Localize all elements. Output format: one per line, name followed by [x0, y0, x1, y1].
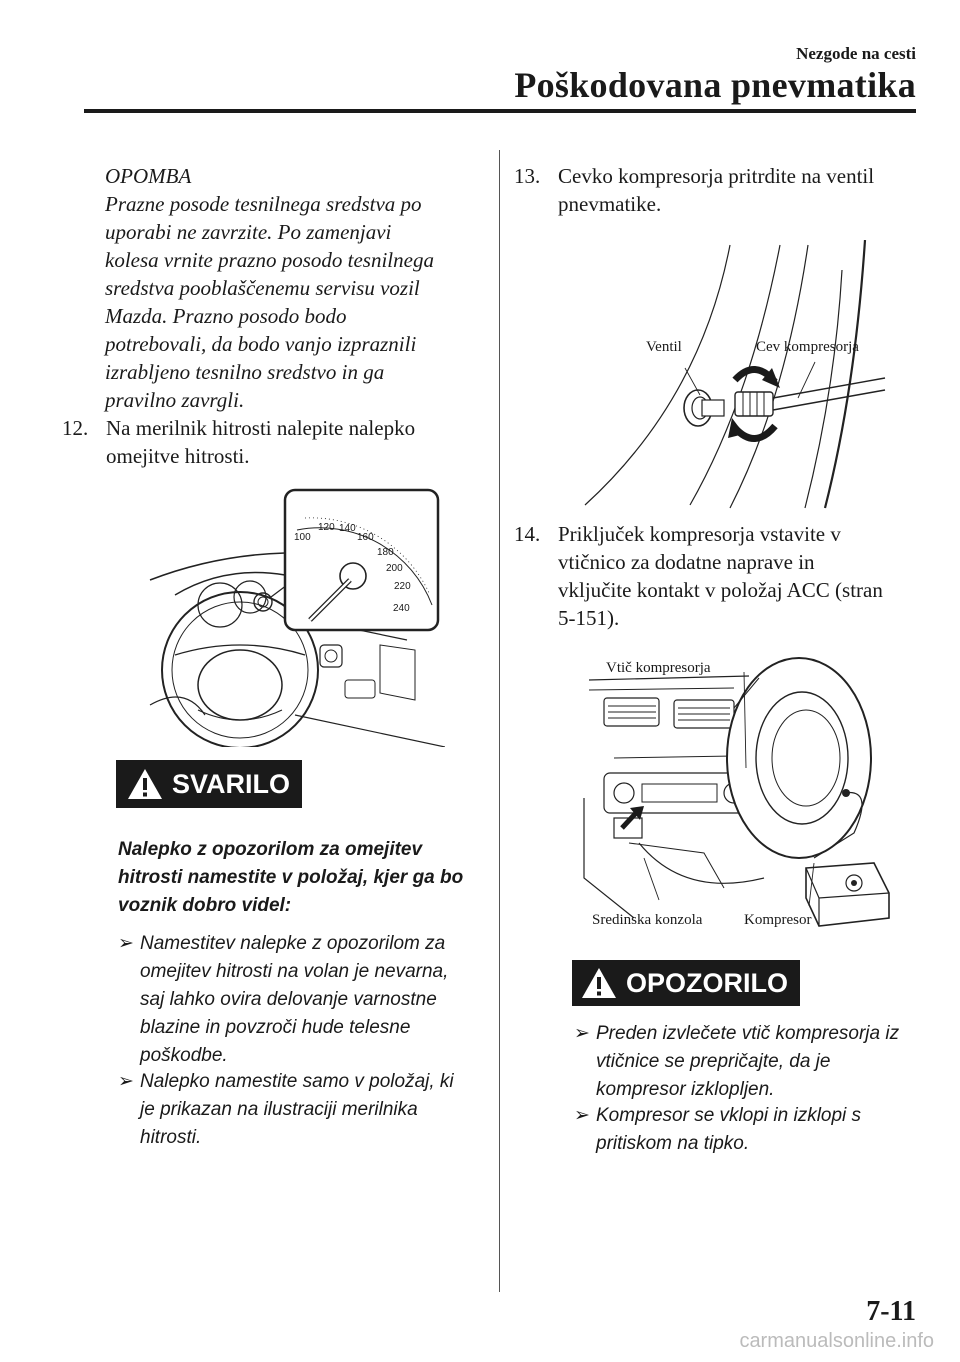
note-line: sredstva pooblaščenemu servisu vozil	[105, 276, 420, 300]
step-line: omejitve hitrosti.	[106, 444, 250, 468]
speedo-tick: 240	[393, 603, 410, 614]
bullet-line: poškodbe.	[140, 1045, 228, 1066]
watermark: carmanualsonline.info	[739, 1330, 934, 1352]
note-line: Mazda. Prazno posodo bodo	[105, 304, 347, 328]
header-rule	[84, 109, 916, 113]
warning-label: SVARILO	[172, 768, 291, 799]
step-line: 5-151).	[558, 606, 620, 630]
warning2-bullet-2	[574, 1102, 924, 1158]
bullet-line: vtičnice se prepričajte, da je	[596, 1051, 831, 1072]
step-12	[62, 414, 482, 470]
speedometer-illustration	[145, 485, 445, 747]
bullet-arrow-icon: ➢	[118, 933, 134, 954]
step-14	[514, 520, 934, 632]
bullet-line: Preden izvlečete vtič kompresorja iz	[596, 1023, 900, 1044]
bullet-arrow-icon: ➢	[118, 1071, 134, 1092]
label-plug: Vtič kompresorja	[606, 660, 711, 676]
valve-illustration	[580, 240, 900, 512]
note-line: Prazne posode tesnilnega sredstva po	[105, 192, 422, 216]
note-title: OPOMBA	[105, 164, 192, 188]
step-number: 13.	[514, 164, 541, 188]
step-line: vključite kontakt v položaj ACC (stran	[558, 578, 883, 602]
step-number: 12.	[62, 416, 89, 440]
bullet-line: Nalepko namestite samo v položaj, ki	[140, 1071, 454, 1092]
step-line: vtičnico za dodatne naprave in	[558, 550, 815, 574]
step-number: 14.	[514, 522, 541, 546]
bullet-line: omejitev hitrosti na volan je nevarna,	[140, 961, 449, 982]
bullet-line: pritiskom na tipko.	[596, 1133, 750, 1154]
step-13	[514, 162, 934, 218]
note-line: potrebovali, da bodo vanjo izpraznili	[105, 332, 417, 356]
warning-intro	[118, 836, 488, 920]
bullet-line: Kompresor se vklopi in izklopi s	[596, 1105, 862, 1126]
column-divider	[499, 150, 500, 1292]
warning-intro-line: Nalepko z opozorilom za omejitev	[118, 839, 423, 860]
section-title: Nezgode na cesti	[796, 44, 916, 63]
speedo-tick: 160	[357, 532, 374, 543]
step-line: pnevmatike.	[558, 192, 662, 216]
speedo-tick: 200	[386, 563, 403, 574]
warning-triangle-icon	[580, 966, 618, 1000]
warning2-bullet-1	[574, 1020, 924, 1104]
note-line: kolesa vrnite prazno posodo tesnilnega	[105, 248, 434, 272]
bullet-line: saj lahko ovira delovanje varnostne	[140, 989, 437, 1010]
warning-intro-line: hitrosti namestite v položaj, kjer ga bo	[118, 867, 464, 888]
label-valve: Ventil	[646, 339, 682, 355]
speedo-tick: 220	[394, 581, 411, 592]
warning-badge-opozorilo	[572, 960, 800, 1006]
bullet-arrow-icon: ➢	[574, 1023, 590, 1044]
warning1-bullet-2	[118, 1068, 488, 1152]
speedo-tick: 140	[339, 523, 356, 534]
speedo-tick: 100	[294, 532, 311, 543]
label-hose: Cev kompresorja	[756, 339, 859, 355]
note-line: uporabi ne zavrzite. Po zamenjavi	[105, 220, 392, 244]
label-console: Sredinska konzola	[592, 912, 703, 928]
bullet-line: hitrosti.	[140, 1127, 202, 1148]
bullet-line: Namestitev nalepke z opozorilom za	[140, 933, 446, 954]
bullet-line: kompresor izklopljen.	[596, 1079, 775, 1100]
step-line: Na merilnik hitrosti nalepite nalepko	[106, 416, 416, 440]
page-title: Poškodovana pnevmatika	[514, 65, 916, 105]
note-block	[105, 162, 485, 414]
bullet-arrow-icon: ➢	[574, 1105, 590, 1126]
bullet-line: blazine in povzroči hude telesne	[140, 1017, 411, 1038]
warning-badge-svarilo	[116, 760, 302, 808]
warning-label: OPOZORILO	[626, 967, 788, 998]
warning1-bullet-1	[118, 930, 488, 1070]
page-number: 7-11	[866, 1296, 916, 1327]
speedo-tick: 180	[377, 547, 394, 558]
note-line: izrabljeno tesnilno sredstvo in ga	[105, 360, 385, 384]
warning-intro-line: voznik dobro videl:	[118, 895, 292, 916]
label-compressor: Kompresor	[744, 912, 812, 928]
step-line: Priključek kompresorja vstavite v	[558, 522, 841, 546]
bullet-line: je prikazan na ilustraciji merilnika	[140, 1099, 418, 1120]
note-line: pravilno zavrgli.	[105, 388, 245, 412]
speedo-tick: 120	[318, 522, 335, 533]
warning-triangle-icon	[126, 767, 164, 801]
compressor-illustration	[574, 648, 904, 938]
step-line: Cevko kompresorja pritrdite na ventil	[558, 164, 875, 188]
